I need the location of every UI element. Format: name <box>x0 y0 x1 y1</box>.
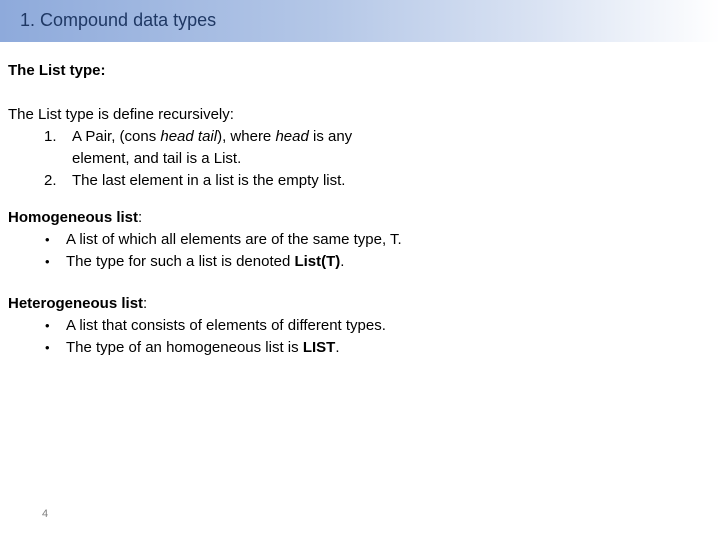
numbered-item-2 <box>8 170 708 192</box>
slide-content <box>8 60 708 359</box>
bullet-icon: • <box>45 232 50 247</box>
bullet-text: A list of which all elements are of the same type, T. <box>66 231 402 248</box>
bullet-text: A list that consists of elements of different types. <box>66 317 386 334</box>
slide-title: 1. Compound data types <box>20 10 217 30</box>
bullet-bold-text: List(T) <box>294 253 341 270</box>
bullet-text: The type of an homogeneous list is <box>66 339 303 356</box>
item-text: The last element in a list is the empty list. <box>72 172 346 189</box>
item-text: element, and tail is a List. <box>72 150 242 167</box>
item-italic-text: head tail <box>160 128 218 145</box>
item-text: ), where <box>217 128 276 145</box>
bullet-item <box>8 251 708 273</box>
bullet-text: . <box>340 253 345 270</box>
heading-colon: : <box>143 295 148 312</box>
bullet-icon: • <box>45 254 50 269</box>
bullet-icon: • <box>45 340 50 355</box>
bullet-item <box>8 315 708 337</box>
list-type-intro: The List type is define recursively: <box>8 106 234 123</box>
spacer <box>8 82 708 104</box>
numbered-item-1-continuation <box>8 148 708 170</box>
bullet-item <box>8 337 708 359</box>
bullet-text: The type for such a list is denoted <box>66 253 295 270</box>
list-type-heading: The List type: <box>8 62 106 79</box>
title-bar <box>0 0 720 42</box>
bullet-bold-text: LIST <box>302 339 336 356</box>
bullet-icon: • <box>45 318 50 333</box>
bullet-item <box>8 229 708 251</box>
spacer <box>8 273 708 293</box>
item-number: 2. <box>44 172 57 189</box>
item-text: A Pair, (cons <box>72 128 161 145</box>
heterogeneous-heading: Heterogeneous list <box>8 295 144 312</box>
item-italic-text: head <box>275 128 309 145</box>
slide-number: 4 <box>42 508 49 520</box>
item-text: is any <box>308 128 353 145</box>
heading-colon: : <box>138 209 143 226</box>
heterogeneous-heading-line <box>8 293 708 315</box>
spacer <box>8 192 708 207</box>
homogeneous-heading: Homogeneous list <box>8 209 139 226</box>
item-number: 1. <box>44 128 57 145</box>
numbered-item-1 <box>8 126 708 148</box>
bullet-text: . <box>335 339 340 356</box>
homogeneous-heading-line <box>8 207 708 229</box>
